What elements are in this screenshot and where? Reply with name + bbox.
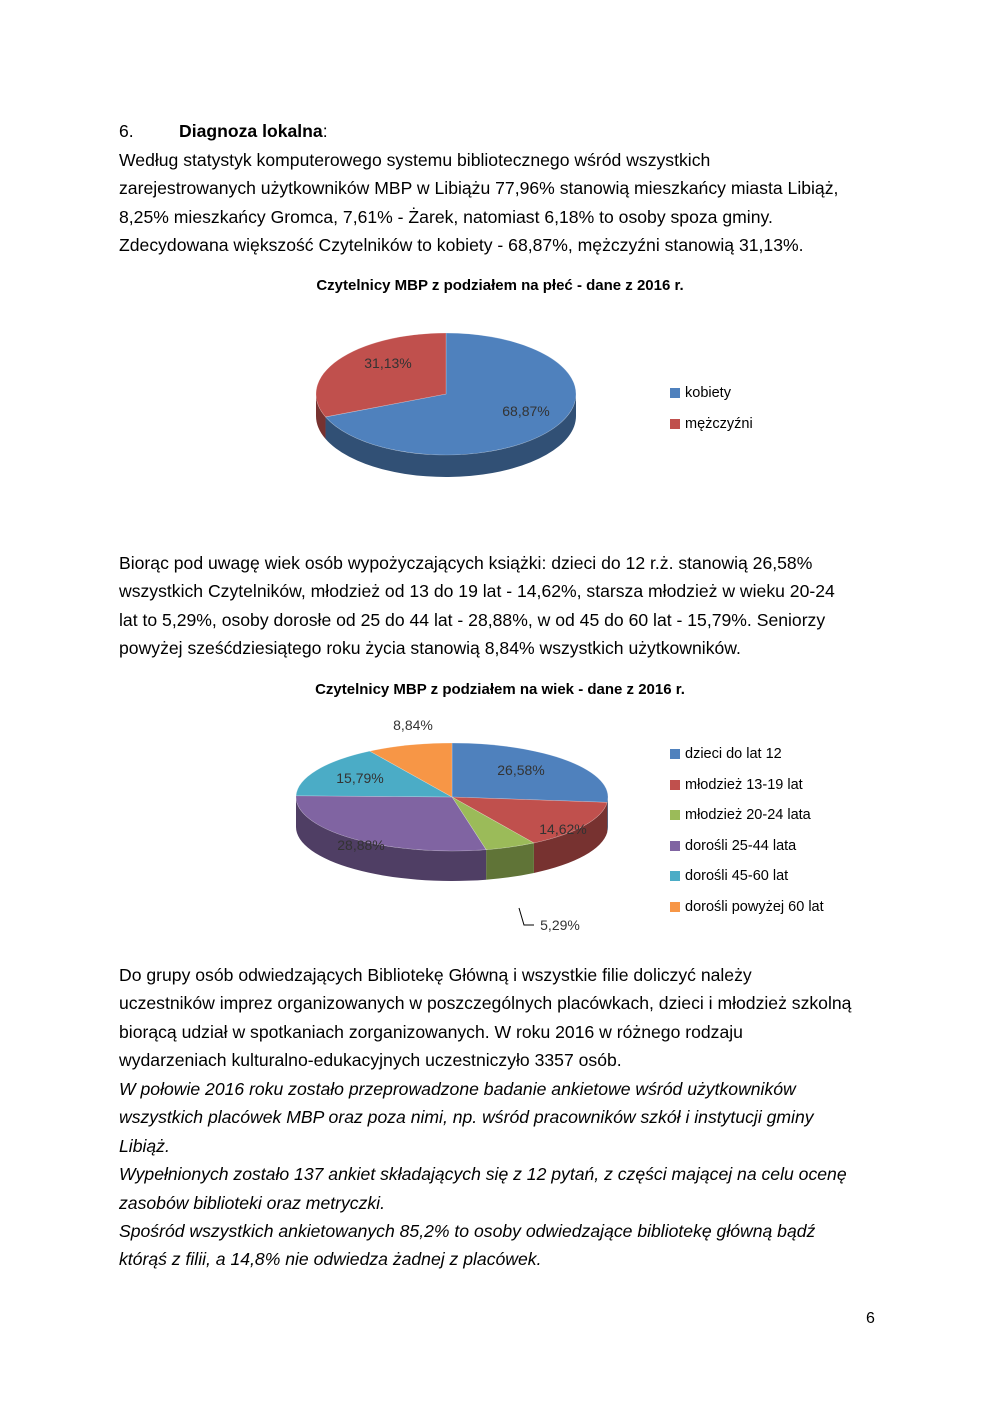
age-legend-item (670, 770, 824, 801)
age-pie-chart (280, 708, 630, 948)
age-legend-label: młodzież 20-24 lata (685, 807, 811, 824)
age-pie-data-label: 14,62% (539, 821, 587, 837)
events-line: uczestników imprez organizowanych w poszczególnych placówkach, dzieci i młodzież szkolną (119, 993, 852, 1014)
age-paragraph (119, 549, 909, 663)
events-paragraph (119, 961, 909, 1075)
gender-legend-item (670, 378, 753, 409)
age-line: Biorąc pod uwagę wiek osób wypożyczających książki: dzieci do 12 r.ż. stanowią 26,58% (119, 553, 813, 573)
age-legend-swatch (670, 749, 680, 759)
section-number: 6. (119, 121, 134, 141)
gender-legend-swatch (670, 419, 680, 429)
age-legend-swatch (670, 810, 680, 820)
gender-pie-data-label: 31,13% (364, 355, 412, 371)
survey-line: którąś z filii, a 14,8% nie odwiedza żadnej z placówek. (119, 1249, 542, 1270)
age-legend-swatch (670, 841, 680, 851)
intro-paragraph (119, 146, 909, 260)
survey-line: Spośród wszystkich ankietowanych 85,2% to osoby odwiedzające bibliotekę główną bądź (119, 1221, 816, 1242)
age-chart-title: Czytelnicy MBP z podziałem na wiek - dane z 2016 r. (315, 681, 685, 698)
survey-line: W połowie 2016 roku zostało przeprowadzone badanie ankietowe wśród użytkowników (119, 1079, 796, 1099)
gender-legend-label: mężczyźni (685, 415, 753, 432)
age-chart-legend (670, 739, 824, 922)
intro-line: 8,25% mieszkańcy Gromca, 7,61% - Żarek, natomiast 6,18% to osoby spoza gminy. (119, 206, 773, 227)
survey-line: Wypełnionych zostało 137 ankiet składających się z 12 pytań, z części mającej na celu ocenę (119, 1164, 847, 1185)
intro-line: Według statystyk komputerowego systemu bibliotecznego wśród wszystkich (119, 150, 711, 170)
gender-chart-title: Czytelnicy MBP z podziałem na płeć - dane z 2016 r. (316, 277, 684, 294)
survey-line: zasobów biblioteki oraz metryczki. (119, 1192, 385, 1213)
age-legend-label: dzieci do lat 12 (685, 746, 782, 763)
age-legend-label: dorośli powyżej 60 lat (685, 898, 824, 915)
age-pie-data-label: 15,79% (336, 770, 384, 786)
gender-pie-chart (300, 320, 600, 520)
age-pie-leader-line (519, 908, 534, 925)
age-pie-data-label: 28,88% (337, 837, 385, 853)
gender-chart-legend (670, 378, 753, 439)
age-legend-item (670, 800, 824, 831)
gender-legend-label: kobiety (685, 385, 731, 402)
intro-line: zarejestrowanych użytkowników MBP w Libiążu 77,96% stanowią mieszkańcy miasta Libiąż, (119, 178, 839, 199)
age-pie-data-label: 5,29% (540, 917, 580, 933)
events-line: wydarzeniach kulturalno-edukacyjnych uczestniczyło 3357 osób. (119, 1050, 622, 1071)
age-line: powyżej sześćdziesiątego roku życia stanowią 8,84% wszystkich użytkowników. (119, 638, 741, 659)
section-colon: : (322, 121, 328, 141)
survey-line: Libiąż. (119, 1135, 170, 1156)
age-legend-swatch (670, 902, 680, 912)
age-pie-data-label: 26,58% (497, 762, 545, 778)
age-legend-swatch (670, 871, 680, 881)
age-legend-item (670, 831, 824, 862)
gender-pie-data-label: 68,87% (502, 403, 550, 419)
gender-legend-swatch (670, 388, 680, 398)
age-line: lat to 5,29%, osoby dorosłe od 25 do 44 lat - 28,88%, w od 45 do 60 lat - 15,79%. Seniorzy (119, 609, 826, 630)
age-legend-label: młodzież 13-19 lat (685, 776, 803, 793)
survey-paragraph (119, 1075, 909, 1274)
age-legend-swatch (670, 780, 680, 790)
section-title: Diagnoza lokalna (179, 121, 323, 141)
events-line: Do grupy osób odwiedzających Bibliotekę Główną i wszystkie filie doliczyć należy (119, 965, 752, 985)
age-legend-item (670, 861, 824, 892)
section-heading (119, 117, 328, 145)
survey-line: wszystkich placówek MBP oraz poza nimi, np. wśród pracowników szkół i instytucji gminy (119, 1107, 814, 1128)
intro-line: Zdecydowana większość Czytelników to kobiety - 68,87%, mężczyźni stanowią 31,13%. (119, 235, 804, 256)
events-line: biorącą udział w spotkaniach zorganizowanych. W roku 2016 w różnego rodzaju (119, 1021, 743, 1042)
age-legend-label: dorośli 45-60 lat (685, 868, 789, 885)
age-legend-item (670, 739, 824, 770)
age-pie-data-label: 8,84% (393, 717, 433, 733)
page-number: 6 (866, 1310, 875, 1327)
gender-legend-item (670, 409, 753, 440)
age-legend-label: dorośli 25-44 lata (685, 837, 797, 854)
age-line: wszystkich Czytelników, młodzież od 13 do 19 lat - 14,62%, starsza młodzież w wieku 20-24 (119, 581, 835, 602)
age-legend-item (670, 892, 824, 923)
